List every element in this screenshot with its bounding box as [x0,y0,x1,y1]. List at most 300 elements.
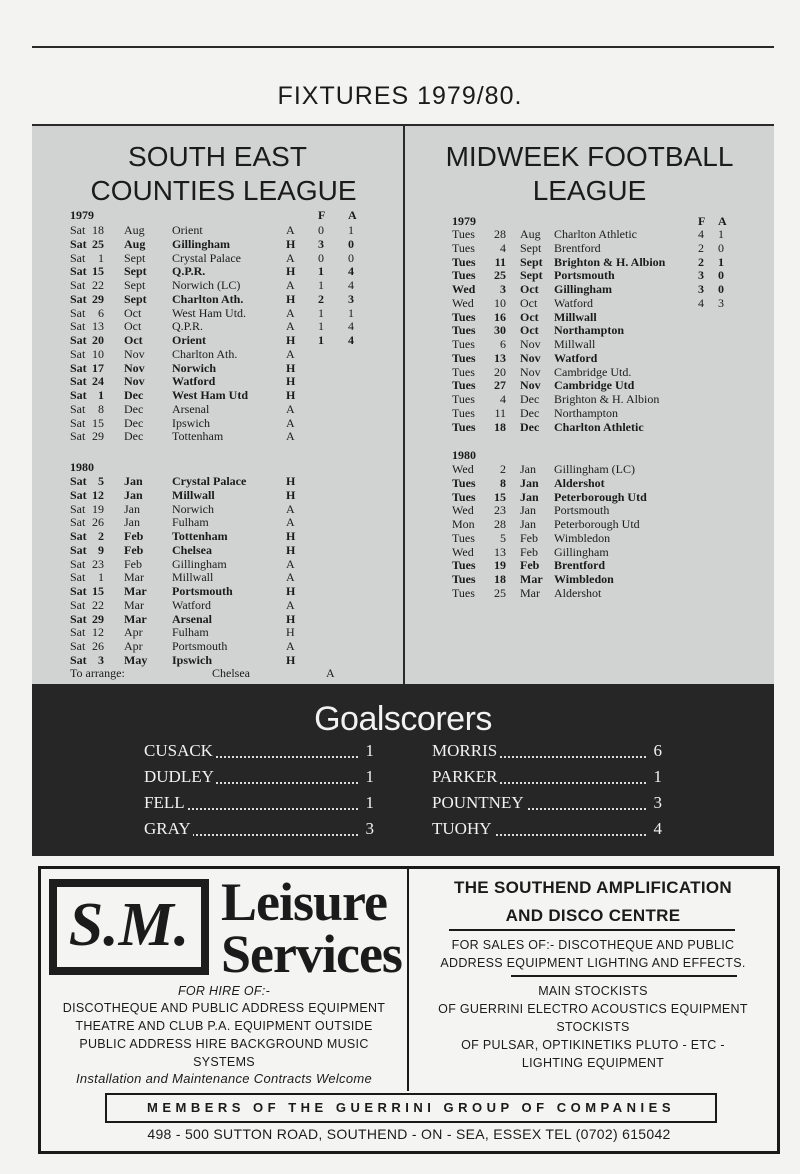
fixture-opponent: Orient [172,333,206,347]
fixture-row [32,626,403,640]
fixture-row [32,584,774,601]
fixture-day: Sat [70,305,86,320]
fixture-month: Sept [124,278,146,292]
fixture-row [32,283,774,297]
goalscorer-entry [144,740,374,762]
fixture-day: Sat [70,374,87,389]
fixture-day: Tues [452,268,476,283]
fixture-opponent: Gillingham [554,544,609,559]
fixture-opponent: Portsmouth [554,268,615,283]
fixture-score-against: 4 [348,319,354,334]
fixture-day: Sat [70,597,86,612]
fixture-day: Sat [70,474,87,488]
fixture-opponent: Arsenal [172,611,212,626]
fixture-month: Mar [520,572,543,586]
fixture-row [32,324,774,338]
mid-year-1980: 1980 [452,448,476,462]
fixture-date: 4 [500,392,506,406]
hire-line1: DISCOTHEQUE AND PUBLIC ADDRESS EQUIPMENT [62,1001,386,1015]
fixture-row [32,501,774,518]
fixture-day: Tues [452,227,475,241]
fixture-month: Feb [520,530,538,545]
fixture-venue: H [286,333,296,347]
fixture-venue: H [286,236,296,251]
fixture-opponent: Millwall [554,309,597,324]
fixture-score-for: 3 [698,282,704,296]
fixture-opponent: Crystal Palace [172,250,241,265]
fixture-score-against: 3 [348,291,354,306]
goalscorer-name: PARKER [432,767,498,786]
fixture-date: 19 [92,501,104,516]
sec-year-1980: 1980 [70,460,94,474]
fixture-opponent: Cambridge Utd [554,378,635,393]
fixture-day: Tues [452,530,475,545]
fixture-day: Wed [452,295,474,310]
fixture-day: Sat [70,388,87,402]
fixture-score-against: 1 [718,254,724,269]
fixture-day: Tues [452,364,475,379]
fixture-venue: A [286,515,295,530]
fixture-row [32,338,774,352]
goalscorer-entry [144,818,374,840]
fixture-row [32,242,774,256]
fixture-row [32,474,774,491]
fixture-opponent: Orient [172,223,203,237]
sm-logo [49,879,209,975]
fixture-day: Sat [70,584,87,598]
fixture-date: 11 [494,405,506,420]
fixture-day: Sat [70,236,87,251]
fixture-venue: H [286,264,296,279]
fixture-date: 1 [98,570,104,585]
goalscorer-entry [432,818,662,840]
fixture-month: Apr [124,639,143,653]
fixture-score-for: 4 [698,227,704,241]
fixture-date: 16 [494,309,506,324]
fixture-venue: A [286,250,295,265]
stockists-line1: MAIN STOCKISTS [538,984,648,998]
fixture-score-against: 0 [348,236,354,251]
fixture-score-against: 3 [718,295,724,310]
sec-league-title [32,140,403,208]
fixture-opponent: Brighton & H. Albion [554,254,666,269]
fixture-opponent: Portsmouth [172,584,233,598]
fixture-venue: H [286,611,296,626]
fixture-month: Feb [124,542,144,557]
sec-col-a: A [348,208,357,222]
sec-col-f: F [318,208,326,222]
fixture-venue: A [286,501,295,516]
fixture-date: 13 [494,350,506,365]
fixture-date: 15 [92,264,104,279]
goalscorer-name: CUSACK [144,741,213,760]
sales-line1: FOR SALES OF:- DISCOTHEQUE AND PUBLIC [451,938,735,952]
fixture-date: 13 [494,544,506,559]
fixture-score-against: 1 [348,223,354,237]
hire-line2: THEATRE AND CLUB P.A. EQUIPMENT OUTSIDE [75,1019,373,1033]
fixture-opponent: Watford [554,350,598,365]
fixture-month: Nov [124,346,145,361]
fixture-day: Tues [452,489,476,504]
fixture-row [32,421,774,435]
fixture-score-against: 0 [718,240,724,255]
fixture-day: Sat [70,501,86,516]
fixture-date: 4 [500,240,506,255]
fixture-row [32,542,774,560]
fixture-score-against: 1 [348,305,354,320]
goalscorer-name: TUOHY [432,819,492,838]
fixture-venue: A [286,570,295,585]
goalscorer-name: DUDLEY [144,767,214,786]
fixture-date: 11 [494,254,506,269]
fixture-opponent: Cambridge Utd. [554,364,632,379]
fixture-date: 25 [494,585,506,600]
mid-col-f: F [698,214,706,228]
fixture-opponent: Charlton Ath. [172,346,238,361]
fixture-day: Sat [70,639,86,653]
fixture-date: 10 [92,346,104,361]
mid-title-line1: MIDWEEK FOOTBALL [445,141,734,172]
fixture-date: 25 [92,236,104,251]
fixture-month: Nov [520,337,541,351]
fixture-month: Jan [520,489,539,504]
fixture-score-for: 2 [698,240,704,255]
fixture-opponent: Peterborough Utd [554,517,640,531]
fixture-month: Jan [520,503,536,518]
fixture-day: Tues [452,475,476,490]
fixture-venue: H [286,360,296,375]
fixture-month: Dec [124,415,144,430]
fixture-date: 18 [92,223,104,237]
fixture-venue: H [286,542,296,557]
fixture-date: 23 [92,556,104,571]
to-arrange-opponent: Chelsea [212,666,250,680]
fixture-month: Aug [520,227,541,241]
fixture-opponent: Charlton Athletic [554,419,644,434]
fixture-date: 24 [92,374,104,389]
fixture-date: 29 [92,291,104,306]
fixture-venue: A [286,346,295,361]
fixtures-panel [32,124,774,686]
fixture-month: May [124,652,148,667]
fixture-row [32,556,774,573]
fixture-score-for: 1 [318,264,324,279]
fixture-month: Jan [124,474,143,488]
fixture-date: 15 [92,584,104,598]
fixture-day: Sat [70,264,87,279]
fixture-month: Oct [520,323,539,338]
fixture-date: 29 [92,429,104,444]
sales-line2: ADDRESS EQUIPMENT LIGHTING AND EFFECTS. [440,956,746,970]
fixture-row [32,311,774,325]
fixture-date: 5 [500,530,506,545]
fixture-day: Tues [452,254,476,269]
goalscorer-count: 1 [365,767,374,786]
fixture-month: Aug [124,223,145,237]
fixture-opponent: Brighton & H. Albion [554,392,660,406]
fixture-date: 9 [98,542,104,557]
mid-year-1979: 1979 [452,214,476,228]
fixture-date: 25 [494,268,506,283]
fixture-month: Oct [124,319,142,334]
fixture-opponent: Peterborough Utd [554,489,647,504]
fixture-day: Tues [452,337,475,351]
fixture-month: Mar [124,570,144,585]
fixture-date: 15 [494,489,506,504]
fixture-month: Mar [124,584,147,598]
fixture-date: 1 [98,250,104,265]
fixture-month: Feb [520,544,538,559]
fixture-month: Dec [520,419,540,434]
mid-league-title [405,140,774,208]
fixture-month: Jan [520,462,536,476]
sec-to-arrange-row [70,667,370,681]
page-title: FIXTURES 1979/80. [277,82,523,110]
fixture-month: Nov [124,374,145,389]
fixture-row [32,269,774,283]
right-title-line1: THE SOUTHEND AMPLIFICATION [454,878,732,897]
fixture-day: Sat [70,611,87,626]
fixture-opponent: Norwich [172,501,214,516]
fixture-score-for: 1 [318,319,324,334]
fixture-opponent: Watford [172,597,212,612]
hire-footer: Installation and Maintenance Contracts Welcome [75,1071,373,1086]
goalscorer-count: 1 [365,741,374,760]
fixture-month: Dec [124,429,144,444]
stockists-line5: LIGHTING EQUIPMENT [521,1056,665,1070]
fixture-opponent: Chelsea [172,542,212,557]
fixture-date: 2 [98,529,104,543]
fixture-score-against: 4 [348,278,354,292]
fixture-date: 26 [92,639,104,653]
goalscorer-name: GRAY [144,819,191,838]
fixture-month: Nov [520,364,541,379]
fixture-day: Sat [70,429,86,444]
fixture-month: Dec [520,392,540,406]
fixture-month: Aug [124,236,146,251]
fixture-venue: H [286,652,296,667]
fixture-date: 20 [92,333,104,347]
fixture-row [32,379,774,393]
fixture-venue: A [286,223,295,237]
fixture-score-against: 0 [348,250,354,265]
fixture-score-for: 1 [318,278,324,292]
fixture-score-against: 1 [718,227,724,241]
fixture-month: Jan [520,517,536,531]
fixture-date: 26 [92,515,104,530]
fixture-day: Tues [452,558,476,573]
fixture-month: Oct [124,305,142,320]
fixture-date: 3 [500,282,506,296]
fixture-month: Feb [520,558,540,573]
fixture-opponent: Gillingham [172,556,227,571]
fixture-month: Sept [520,240,542,255]
fixture-venue: H [286,388,296,402]
goalscorer-count: 6 [653,741,662,760]
fixture-opponent: Northampton [554,405,618,420]
fixture-day: Tues [452,572,476,586]
fixture-row [32,393,774,407]
fixture-day: Wed [452,544,474,559]
brand-line1: Leisure [221,872,387,932]
fixture-month: Jan [124,487,143,502]
fixture-month: Nov [520,378,541,393]
fixture-opponent: Portsmouth [554,503,610,518]
fixture-date: 2 [500,462,506,476]
fixture-row [32,256,774,270]
fixture-score-for: 4 [698,295,704,310]
fixture-day: Sat [70,556,86,571]
fixture-venue: A [286,319,295,334]
fixture-date: 10 [494,295,506,310]
fixture-opponent: Aldershot [554,475,605,490]
fixture-opponent: Gillingham [554,282,613,296]
fixture-opponent: Norwich [172,360,216,375]
fixture-venue: A [286,401,295,416]
fixture-opponent: Millwall [172,487,215,502]
fixture-day: Sat [70,223,86,237]
goalscorer-entry [144,792,374,814]
fixture-row [32,297,774,311]
goalscorer-entry [432,740,662,762]
fixture-venue: H [286,474,296,488]
to-arrange-venue: A [326,666,335,680]
fixture-month: Feb [124,556,142,571]
fixture-month: Oct [520,282,539,296]
fixture-opponent: Charlton Ath. [172,291,244,306]
fixture-date: 3 [98,652,104,667]
fixture-day: Sat [70,415,86,430]
fixture-date: 19 [494,558,506,573]
fixture-month: Sept [520,268,543,283]
fixture-month: Mar [124,611,147,626]
fixture-day: Wed [452,503,474,518]
fixture-month: Mar [124,597,144,612]
brand-line2: Services [221,924,402,984]
fixture-day: Sat [70,319,86,334]
fixture-row [32,463,774,477]
fixture-opponent: Tottenham [172,529,228,543]
fixture-row [32,366,774,380]
fixture-day: Wed [452,462,474,476]
fixture-opponent: West Ham Utd [172,388,248,402]
goalscorer-count: 4 [653,819,662,838]
fixture-opponent: Northampton [554,323,625,338]
fixture-opponent: Fulham [172,625,209,640]
fixture-date: 15 [92,415,104,430]
sec-title-line1: SOUTH EAST [128,141,307,172]
to-arrange-label: To arrange: [70,666,125,680]
fixture-opponent: Brentford [554,558,606,573]
fixture-score-against: 0 [718,268,724,283]
fixture-opponent: Gillingham [172,236,231,251]
fixture-date: 30 [494,323,506,338]
fixture-venue: A [286,556,295,571]
right-title-line2: AND DISCO CENTRE [505,906,681,925]
fixture-day: Wed [452,282,476,296]
fixture-opponent: Watford [172,374,216,389]
fixture-row [32,613,403,627]
fixture-score-for: 3 [318,236,324,251]
fixture-date: 20 [494,364,506,379]
fixture-opponent: Portsmouth [172,639,228,653]
fixture-opponent: Ipswich [172,415,210,430]
fixture-day: Sat [70,529,87,543]
fixture-score-for: 2 [318,291,324,306]
mid-title-line2: LEAGUE [532,175,647,206]
fixture-venue: A [286,429,295,444]
fixture-opponent: West Ham Utd. [172,305,247,320]
fixture-venue: H [286,374,296,389]
fixture-opponent: Brentford [554,240,601,255]
fixture-opponent: Crystal Palace [172,474,247,488]
fixture-day: Sat [70,278,86,292]
sm-logo-text: S.M. [68,891,190,959]
fixture-month: Dec [520,405,540,420]
fixture-date: 29 [92,611,104,626]
fixture-month: Sept [124,264,147,279]
goalscorers-title: Goalscorers [314,700,492,738]
stockists-line3: STOCKISTS [556,1020,630,1034]
fixture-month: Nov [520,350,541,365]
fixture-month: Jan [520,475,539,490]
fixture-day: Tues [452,323,476,338]
fixture-day: Tues [452,240,475,255]
fixture-row [32,640,403,654]
fixture-date: 8 [98,401,104,416]
fixture-day: Sat [70,625,86,640]
fixture-date: 5 [98,474,104,488]
fixture-row [32,228,774,242]
fixture-opponent: Charlton Athletic [554,227,637,241]
fixture-date: 12 [92,625,104,640]
fixture-day: Sat [70,542,87,557]
fixture-score-for: 1 [318,305,324,320]
fixture-month: Dec [124,401,144,416]
fixture-day: Tues [452,309,476,324]
fixture-date: 22 [92,597,104,612]
fixture-day: Tues [452,419,476,434]
sec-title-line2: COUNTIES LEAGUE [90,175,357,206]
fixture-month: Dec [124,388,144,402]
fixture-opponent: Q.P.R. [172,319,204,334]
fixture-day: Mon [452,517,475,531]
fixture-opponent: Ipswich [172,652,213,667]
stockists-line4: OF PULSAR, OPTIKINETIKS PLUTO - ETC - [461,1038,725,1052]
fixture-day: Sat [70,360,87,375]
fixture-venue: A [286,305,295,320]
fixture-month: Oct [520,295,538,310]
fixture-month: Sept [124,291,147,306]
goalscorer-entry [144,766,374,788]
fixture-day: Sat [70,652,87,667]
fixture-month: Apr [124,625,143,640]
fixture-opponent: Aldershot [554,585,602,600]
fixture-day: Sat [70,515,86,530]
fixture-day: Sat [70,333,87,347]
fixture-day: Tues [452,585,475,600]
fixture-day: Tues [452,405,475,420]
fixture-score-for: 3 [698,268,704,283]
fixture-day: Sat [70,250,86,265]
members-bar: MEMBERS OF THE GUERRINI GROUP OF COMPANIES [105,1093,717,1123]
fixture-day: Sat [70,570,86,585]
fixture-row [32,487,774,505]
fixture-month: Oct [520,309,539,324]
fixture-row [32,407,774,421]
fixture-score-for: 2 [698,254,704,269]
fixture-day: Tues [452,392,475,406]
